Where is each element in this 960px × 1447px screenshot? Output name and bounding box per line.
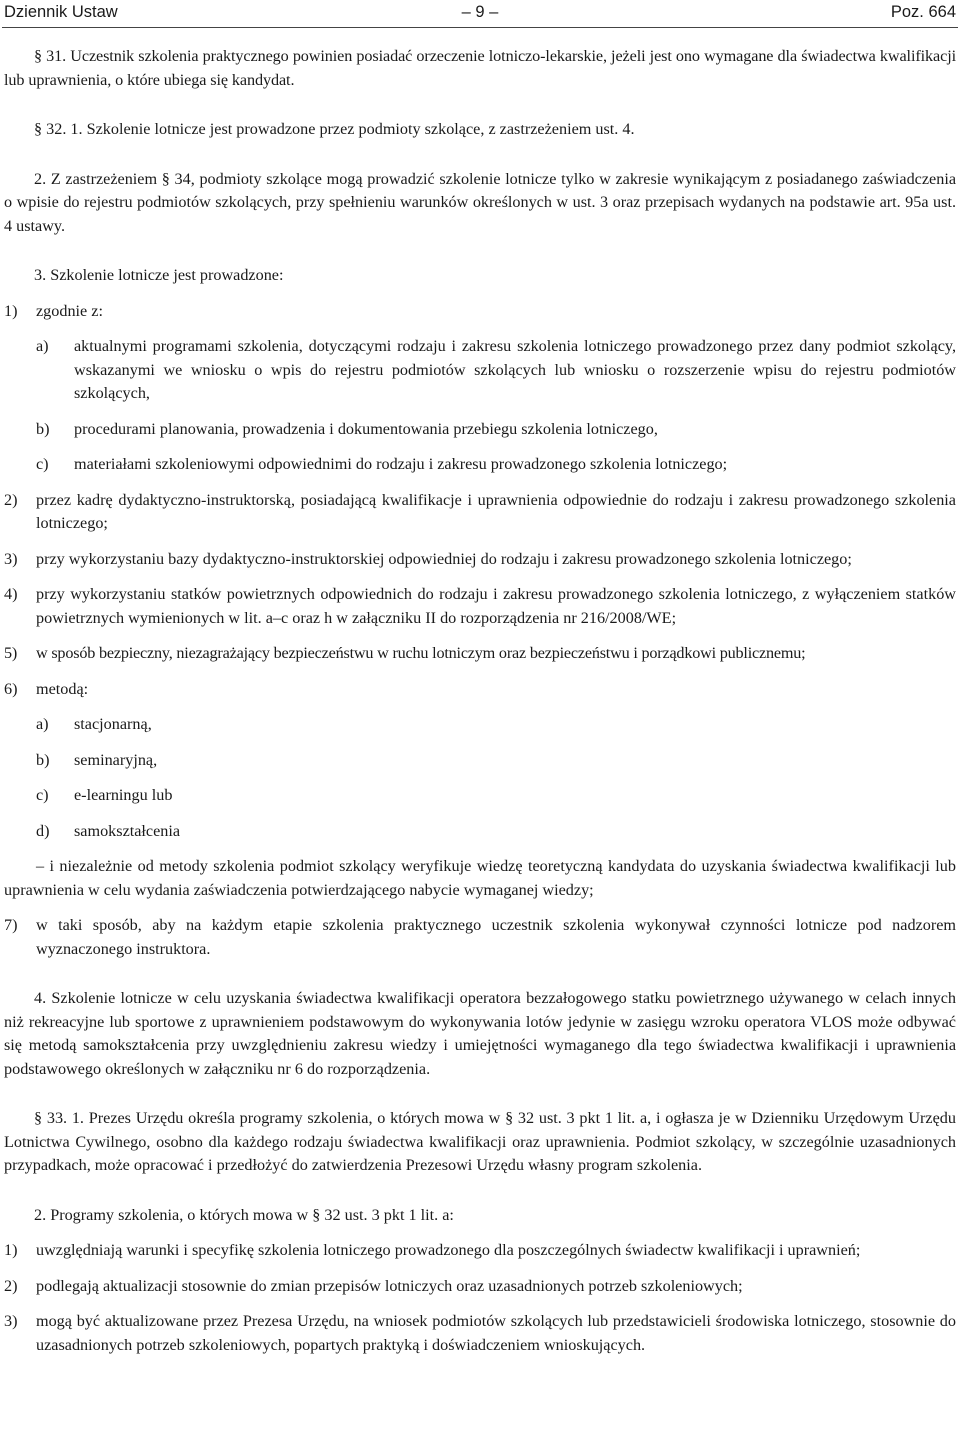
sub-list-item-text: e-learningu lub	[74, 786, 173, 804]
list-item	[4, 489, 956, 536]
list-item	[4, 1310, 956, 1357]
list-item-label: 2)	[4, 490, 18, 509]
dash-paragraph: – i niezależnie od metody szkolenia podmiot szkolący weryfikuje wiedzę teoretyczną kandydata do uzyskania świadectwa kwalifikacji lub uprawnienia w celu wydania zaświadczenia potwierdzającego nabycie wymaganej wiedzy;	[4, 857, 956, 899]
page-header	[4, 0, 956, 24]
paragraph-33-2: 2. Programy szkolenia, o których mowa w § 32 ust. 3 pkt 1 lit. a:	[34, 1205, 454, 1224]
sub-list-item	[4, 453, 956, 477]
list-item-text: zgodnie z:	[36, 301, 103, 320]
list-item-label: 4)	[4, 585, 18, 603]
sub-list-item-label: c)	[36, 786, 49, 804]
list-item-label: 3)	[4, 1312, 18, 1330]
list-item-label: 7)	[4, 916, 18, 934]
sub-list-item	[4, 784, 956, 808]
list-item-label: 2)	[4, 1276, 18, 1295]
sub-list-item-label: a)	[36, 715, 49, 733]
list-item-text: mogą być aktualizowane przez Prezesa Urzędu, na wniosek podmiotów szkolących lub przedstawicieli środowiska lotniczego, stosownie do uzasadnionych potrzeb szkoleniowych, popartych praktyką i doświadczeniem wnioskujących.	[36, 1312, 956, 1354]
position-number: Poz. 664	[890, 3, 956, 21]
list-item	[4, 548, 956, 572]
sub-list-item-label: d)	[36, 821, 50, 840]
sub-list-item-text: samokształcenia	[74, 821, 181, 840]
paragraph-32-4: 4. Szkolenie lotnicze w celu uzyskania świadectwa kwalifikacji operatora bezzałogowego statku powietrznego używanego w celach innych niż rekreacyjne lub sportowe z uprawnieniem podstawowym do wykonywania lotów jedynie w zasięgu wzroku operatora VLOS może odbywać się metodą samokształcenia przy uwzględnieniu zakresu wiedzy i umiejętności wymaganego dla tego świadectwa kwalifikacji i uprawnienia podstawowego określonych w załączniku nr 6 do rozporządzenia.	[4, 989, 956, 1078]
sub-list-item	[4, 820, 956, 844]
list-item	[4, 678, 956, 702]
list-item-text: uwzględniają warunki i specyfikę szkolenia lotniczego prowadzonego dla poszczególnych świadectw kwalifikacji i uprawnień;	[36, 1241, 861, 1259]
list-item	[4, 583, 956, 630]
list-item-text: w taki sposób, aby na każdym etapie szkolenia praktycznego uczestnik szkolenia wykonywał czynności lotnicze pod nadzorem wyznaczonego instruktora.	[36, 916, 956, 958]
list-item-text: w sposób bezpieczny, niezagrażający bezpieczeństwu w ruchu lotniczym oraz bezpieczeństwu i porządkowi publicznemu;	[36, 644, 806, 662]
list-item	[4, 1239, 956, 1263]
sub-list-item-text: materiałami szkoleniowymi odpowiednimi do rodzaju i zakresu prowadzonego szkolenia lotniczego;	[74, 455, 728, 473]
list-item-text: przy wykorzystaniu statków powietrznych odpowiednich do rodzaju i zakresu prowadzonego szkolenia lotniczego, z wyłączeniem statków powietrznych wymienionych w lit. a–c oraz h w załączniku II do rozporządzenia nr 216/2008/WE;	[36, 585, 956, 627]
sub-list-item	[4, 418, 956, 442]
list-item-label: 1)	[4, 301, 18, 320]
paragraph-32-3: 3. Szkolenie lotnicze jest prowadzone:	[34, 266, 284, 284]
list-item-text: przez kadrę dydaktyczno-instruktorską, posiadającą kwalifikacje i uprawnienia odpowiednie do rodzaju i zakresu prowadzonego szkolenia lotniczego;	[36, 490, 956, 532]
document-body	[4, 45, 956, 1357]
sub-list-item-text: stacjonarną,	[74, 715, 152, 733]
sub-list-item-text: seminaryjną,	[74, 750, 158, 769]
paragraph-33-1: § 33. 1. Prezes Urzędu określa programy szkolenia, o których mowa w § 32 ust. 3 pkt 1 lit. a, i ogłasza je w Dzienniku Urzędowym Urzędu Lotnictwa Cywilnego, osobno dla każdego rodzaju świadectwa kwalifikacji oraz uprawnienia. Podmiot szkolący, w szczególnie uzasadnionych przypadkach, może opracować i przedłożyć do zatwierdzenia Prezesowi Urzędu własny program szkolenia.	[4, 1109, 956, 1174]
journal-title: Dziennik Ustaw	[4, 3, 118, 21]
list-item-label: 5)	[4, 644, 18, 662]
sub-list-item-label: b)	[36, 419, 50, 438]
sub-list-item-label: b)	[36, 750, 50, 769]
sub-list-item	[4, 749, 956, 773]
sub-list-item	[4, 335, 956, 406]
page-number: – 9 –	[461, 3, 499, 21]
paragraph-32-2: 2. Z zastrzeżeniem § 34, podmioty szkolące mogą prowadzić szkolenie lotnicze tylko w zakresie wynikającym z posiadanego zaświadczenia o wpisie do rejestru podmiotów szkolących, przy spełnieniu warunków określonych w ust. 3 oraz przepisach wydanych na podstawie art. 95a ust. 4 ustawy.	[4, 169, 956, 235]
sub-list-item-text: aktualnymi programami szkolenia, dotyczącymi rodzaju i zakresu szkolenia lotniczego prowadzonego przez dany podmiot szkolący, wskazanymi we wniosku o wpis do rejestru podmiotów szkolących lub wniosku o rozszerzenie wpisu do rejestru podmiotów szkolących,	[74, 337, 956, 402]
list-item-text: metodą:	[36, 679, 89, 698]
list-item-label: 6)	[4, 679, 18, 698]
list-item	[4, 300, 956, 324]
list-item	[4, 642, 956, 666]
paragraph-32-1: § 32. 1. Szkolenie lotnicze jest prowadzone przez podmioty szkolące, z zastrzeżeniem ust. 4.	[34, 120, 635, 138]
list-item-label: 1)	[4, 1241, 18, 1259]
sub-list-item-text: procedurami planowania, prowadzenia i dokumentowania przebiegu szkolenia lotniczego,	[74, 419, 658, 438]
sub-list-item	[4, 713, 956, 737]
list-item	[4, 914, 956, 961]
list-item-label: 3)	[4, 549, 18, 568]
list-item	[4, 1275, 956, 1299]
list-item-text: przy wykorzystaniu bazy dydaktyczno-instruktorskiej odpowiedniej do rodzaju i zakresu prowadzonego szkolenia lotniczego;	[36, 549, 852, 568]
sub-list-item-label: a)	[36, 337, 49, 355]
header-divider	[2, 27, 958, 28]
paragraph-31: § 31. Uczestnik szkolenia praktycznego powinien posiadać orzeczenie lotniczo-lekarskie, jeżeli jest ono wymagane dla świadectwa kwalifikacji lub uprawnienia, o które ubiega się kandydat.	[4, 47, 956, 89]
list-item-text: podlegają aktualizacji stosownie do zmian przepisów lotniczych oraz uzasadnionych potrzeb szkoleniowych;	[36, 1276, 743, 1295]
sub-list-item-label: c)	[36, 455, 49, 473]
